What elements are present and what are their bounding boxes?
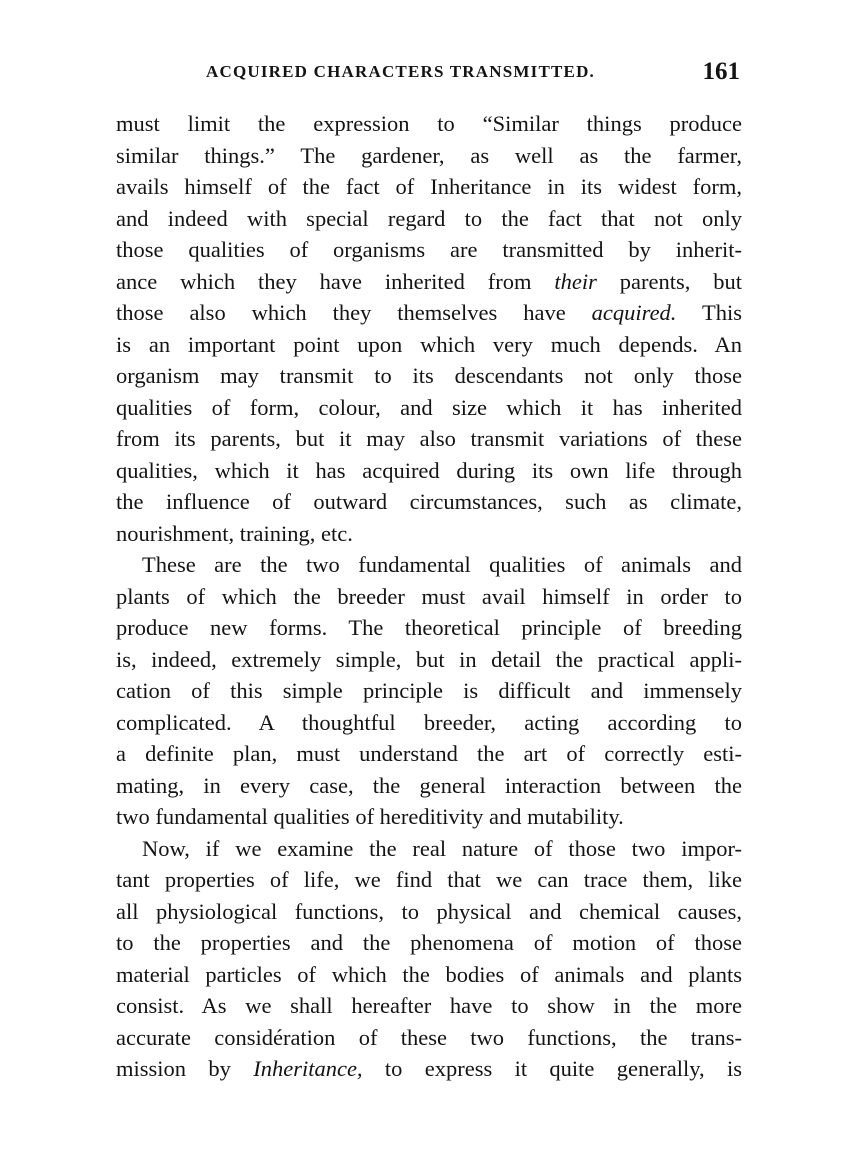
text-line — [116, 833, 742, 865]
text-run: material particles of which the bodies of animals and plants — [116, 961, 742, 987]
text-run: is an important point upon which very much depends. An — [116, 331, 742, 357]
paragraph — [116, 108, 742, 549]
text-line — [116, 329, 742, 361]
text-line — [116, 360, 742, 392]
text-run: those qualities of organisms are transmitted by inherit- — [116, 237, 742, 262]
text-line — [116, 455, 742, 487]
text-run: nourishment, training, etc. — [116, 520, 353, 546]
text-run: all physiological functions, to physical and chemical causes, — [116, 898, 742, 924]
text-run: to express it quite generally, is — [362, 1056, 742, 1081]
text-line — [116, 518, 742, 550]
italic-text: acquired. — [591, 300, 677, 325]
text-line — [116, 959, 742, 991]
text-line — [116, 1053, 742, 1085]
text-line — [116, 612, 742, 644]
text-run: qualities of form, colour, and size which it has inherited — [116, 394, 742, 420]
text-line — [116, 203, 742, 235]
text-line — [116, 990, 742, 1022]
text-run: ance which they have inherited from — [116, 268, 555, 294]
text-line — [116, 644, 742, 676]
text-run: These are the two fundamental qualities of animals and — [142, 552, 742, 577]
text-line — [116, 423, 742, 455]
text-line — [116, 297, 742, 329]
italic-text: Inheritance, — [253, 1056, 363, 1081]
text-run: qualities, which it has acquired during its own life through — [116, 457, 742, 483]
text-run: consist. As we shall hereafter have to show in the more — [116, 993, 742, 1018]
page-number: 161 — [702, 58, 740, 85]
text-line — [116, 140, 742, 172]
body-text — [116, 108, 742, 1085]
running-head — [118, 58, 740, 92]
text-run: to the properties and the phenomena of motion of those — [116, 930, 742, 955]
text-line — [116, 392, 742, 424]
text-line — [116, 707, 742, 739]
text-line — [116, 1022, 742, 1054]
text-run: mission by — [116, 1056, 254, 1081]
paragraph — [116, 549, 742, 833]
text-line — [116, 864, 742, 896]
text-line — [116, 486, 742, 518]
text-run: a definite plan, must understand the art of correctly esti- — [116, 741, 742, 766]
text-line — [116, 675, 742, 707]
text-run: mating, in every case, the general interaction between the — [116, 772, 742, 798]
text-line — [116, 234, 742, 266]
text-line — [116, 770, 742, 802]
text-run: This — [676, 300, 742, 325]
text-line — [116, 927, 742, 959]
running-title: ACQUIRED CHARACTERS TRANSMITTED. — [206, 62, 595, 81]
text-run: complicated. A thoughtful breeder, acting according to — [116, 709, 742, 735]
text-run: organism may transmit to its descendants not only those — [116, 363, 742, 388]
italic-text: their — [554, 268, 597, 294]
paragraph — [116, 833, 742, 1085]
text-run: parents, but — [596, 268, 742, 294]
text-run: tant properties of life, we find that we can trace them, like — [116, 867, 742, 892]
text-run: plants of which the breeder must avail himself in order to — [116, 583, 742, 609]
text-run: Now, if we examine the real nature of those two impor- — [142, 835, 742, 861]
text-line — [116, 171, 742, 203]
text-run: similar things.” The gardener, as well as the farmer, — [116, 142, 742, 168]
text-run: produce new forms. The theoretical principle of breeding — [116, 615, 742, 640]
text-line — [116, 108, 742, 140]
text-line — [116, 801, 742, 833]
text-run: two fundamental qualities of hereditivity and mutability. — [116, 804, 624, 829]
text-run: the influence of outward circumstances, such as climate, — [116, 489, 742, 514]
text-line — [116, 896, 742, 928]
text-line — [116, 549, 742, 581]
text-run: from its parents, but it may also transmit variations of these — [116, 426, 742, 451]
text-run: accurate considération of these two functions, the trans- — [116, 1024, 742, 1050]
text-run: those also which they themselves have — [116, 300, 592, 325]
text-line — [116, 266, 742, 298]
text-line — [116, 581, 742, 613]
text-line — [116, 738, 742, 770]
text-run: and indeed with special regard to the fact that not only — [116, 205, 742, 231]
text-run: must limit the expression to “Similar things produce — [116, 111, 742, 136]
text-run: cation of this simple principle is difficult and immensely — [116, 678, 742, 703]
text-run: avails himself of the fact of Inheritance in its widest form, — [116, 174, 742, 199]
text-run: is, indeed, extremely simple, but in detail the practical appli- — [116, 646, 742, 672]
